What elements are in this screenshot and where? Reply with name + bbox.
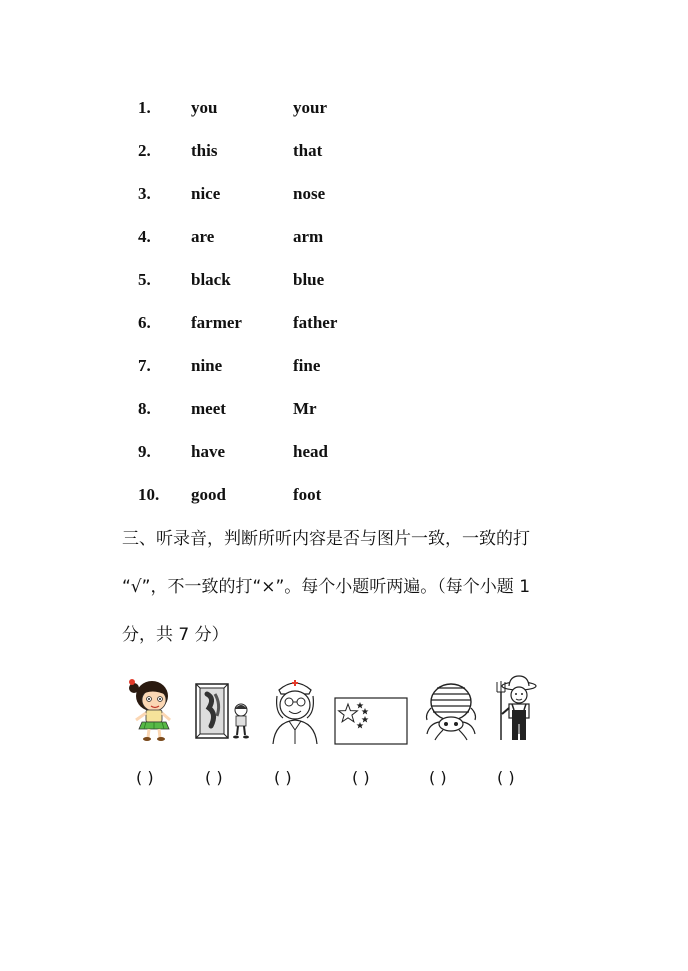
word-a: this xyxy=(191,141,218,160)
item-number: 10. xyxy=(138,485,160,504)
section-3-line-2: “√”，不一致的打“×”。每个小题听两遍。（每个小题 1 xyxy=(122,577,531,597)
item-number: 3. xyxy=(138,184,151,203)
word-a: nice xyxy=(191,184,221,203)
item-number: 6. xyxy=(138,313,151,332)
word-b: nose xyxy=(293,184,326,203)
bug-icon xyxy=(423,680,479,742)
item-number: 2. xyxy=(138,141,151,160)
word-a: good xyxy=(191,485,226,504)
word-b: arm xyxy=(293,227,324,246)
item-number: 7. xyxy=(138,356,151,375)
word-b: that xyxy=(293,141,323,160)
answer-blank[interactable]: ( ) xyxy=(352,768,370,787)
girl-icon xyxy=(124,676,176,742)
answer-blank[interactable]: ( ) xyxy=(497,768,515,787)
word-b: your xyxy=(293,98,327,117)
item-number: 1. xyxy=(138,98,151,117)
word-a: black xyxy=(191,270,231,289)
word-a: are xyxy=(191,227,215,246)
word-b: fine xyxy=(293,356,321,375)
word-b: Mr xyxy=(293,399,317,418)
word-b: foot xyxy=(293,485,322,504)
nurse-icon xyxy=(267,676,323,744)
answer-blank[interactable]: ( ) xyxy=(429,768,447,787)
item-number: 9. xyxy=(138,442,151,461)
mirror-boy-icon xyxy=(193,682,253,742)
word-a: farmer xyxy=(191,313,242,332)
word-a: nine xyxy=(191,356,223,375)
word-b: father xyxy=(293,313,338,332)
item-number: 8. xyxy=(138,399,151,418)
word-b: head xyxy=(293,442,328,461)
answer-blank[interactable]: ( ) xyxy=(205,768,223,787)
farmer-icon xyxy=(492,674,542,744)
word-a: meet xyxy=(191,399,226,418)
item-number: 5. xyxy=(138,270,151,289)
answer-blank[interactable]: ( ) xyxy=(136,768,154,787)
china-flag-icon xyxy=(334,697,408,745)
answer-blank[interactable]: ( ) xyxy=(274,768,292,787)
section-3-line-3: 分，共 7 分） xyxy=(122,625,229,645)
word-a: have xyxy=(191,442,225,461)
word-a: you xyxy=(191,98,218,117)
word-b: blue xyxy=(293,270,325,289)
item-number: 4. xyxy=(138,227,151,246)
section-3-line-1: 三、听录音，判断所听内容是否与图片一致，一致的打 xyxy=(122,529,530,549)
